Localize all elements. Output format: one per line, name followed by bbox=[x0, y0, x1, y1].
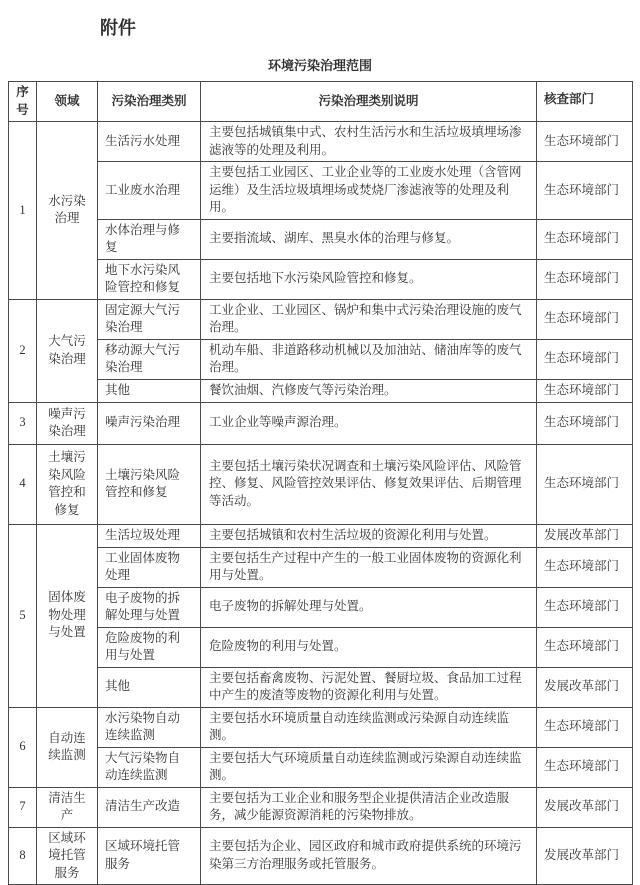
department-cell: 生态环境部门 bbox=[537, 162, 633, 220]
table-row bbox=[9, 827, 633, 885]
description-cell: 主要指流域、湖库、黑臭水体的治理与修复。 bbox=[201, 219, 537, 259]
description-cell: 电子废物的拆解处理与处置。 bbox=[201, 587, 537, 627]
category-cell: 生活垃圾处理 bbox=[98, 524, 201, 547]
description-cell: 主要包括城镇集中式、农村生活污水和生活垃圾填埋场渗滤液等的处理及利用。 bbox=[201, 122, 537, 162]
category-cell: 危险废物的利用与处置 bbox=[98, 627, 201, 667]
group-no: 7 bbox=[9, 787, 37, 827]
group-field: 水污染治理 bbox=[37, 122, 98, 300]
table-row bbox=[9, 707, 633, 747]
category-cell: 噪声污染治理 bbox=[98, 402, 201, 444]
table-row bbox=[9, 379, 633, 402]
department-cell: 发展改革部门 bbox=[537, 667, 633, 707]
group-no: 8 bbox=[9, 827, 37, 885]
group-no: 5 bbox=[9, 524, 37, 707]
department-cell: 生态环境部门 bbox=[537, 747, 633, 787]
group-field: 清洁生产 bbox=[37, 787, 98, 827]
header-category: 污染治理类别 bbox=[98, 82, 201, 122]
department-cell: 生态环境部门 bbox=[537, 627, 633, 667]
table-row bbox=[9, 547, 633, 587]
table-row bbox=[9, 524, 633, 547]
table-row bbox=[9, 627, 633, 667]
table-row bbox=[9, 259, 633, 299]
header-description: 污染治理类别说明 bbox=[201, 82, 537, 122]
table-row bbox=[9, 587, 633, 627]
table-title: 环境污染治理范围 bbox=[267, 58, 372, 73]
category-cell: 地下水污染风险管控和修复 bbox=[98, 259, 201, 299]
category-cell: 其他 bbox=[98, 667, 201, 707]
header-department: 核查部门 bbox=[537, 82, 633, 122]
department-cell: 生态环境部门 bbox=[537, 707, 633, 747]
department-cell: 生态环境部门 bbox=[537, 219, 633, 259]
description-cell: 主要包括为工业企业和服务型企业提供清洁企业改造服务，减少能源资源消耗的污染物排放。 bbox=[201, 787, 537, 827]
department-cell: 发展改革部门 bbox=[537, 787, 633, 827]
table-row bbox=[9, 219, 633, 259]
group-field: 区域环境托管服务 bbox=[37, 827, 98, 885]
table-row bbox=[9, 747, 633, 787]
attachment-label: 附件 bbox=[100, 18, 136, 38]
description-cell: 主要包括生产过程中产生的一般工业固体废物的资源化利用与处置。 bbox=[201, 547, 537, 587]
header-no: 序号 bbox=[9, 82, 37, 122]
group-no: 3 bbox=[9, 402, 37, 444]
description-cell: 主要包括城镇和农村生活垃圾的资源化利用与处置。 bbox=[201, 524, 537, 547]
header-field: 领域 bbox=[37, 82, 98, 122]
category-cell: 区域环境托管服务 bbox=[98, 827, 201, 885]
category-cell: 大气污染物自动连续监测 bbox=[98, 747, 201, 787]
table-row bbox=[9, 122, 633, 162]
department-cell: 生态环境部门 bbox=[537, 339, 633, 379]
department-cell: 生态环境部门 bbox=[537, 587, 633, 627]
category-cell: 工业废水治理 bbox=[98, 162, 201, 220]
category-cell: 移动源大气污染治理 bbox=[98, 339, 201, 379]
department-cell: 生态环境部门 bbox=[537, 259, 633, 299]
table-row bbox=[9, 444, 633, 524]
table-row bbox=[9, 787, 633, 827]
description-cell: 主要包括为企业、园区政府和城市政府提供系统的环境污染第三方治理服务或托管服务。 bbox=[201, 827, 537, 885]
department-cell: 生态环境部门 bbox=[537, 402, 633, 444]
table-row bbox=[9, 162, 633, 220]
group-field: 自动连续监测 bbox=[37, 707, 98, 787]
category-cell: 固定源大气污染治理 bbox=[98, 299, 201, 339]
table-row bbox=[9, 339, 633, 379]
group-field: 噪声污染治理 bbox=[37, 402, 98, 444]
category-cell: 水体治理与修复 bbox=[98, 219, 201, 259]
description-cell: 主要包括土壤污染状况调查和土壤污染风险评估、风险管控、修复、风险管控效果评估、修复效果评估、后期管理等活动。 bbox=[201, 444, 537, 524]
group-no: 1 bbox=[9, 122, 37, 300]
group-no: 2 bbox=[9, 299, 37, 402]
group-field: 大气污染治理 bbox=[37, 299, 98, 402]
header-row bbox=[9, 82, 633, 122]
group-no: 4 bbox=[9, 444, 37, 524]
description-cell: 主要包括水环境质量自动连续监测或污染源自动连续监测。 bbox=[201, 707, 537, 747]
category-cell: 其他 bbox=[98, 379, 201, 402]
department-cell: 发展改革部门 bbox=[537, 827, 633, 885]
category-cell: 生活污水处理 bbox=[98, 122, 201, 162]
group-field: 固体废物处理与处置 bbox=[37, 524, 98, 707]
department-cell: 生态环境部门 bbox=[537, 444, 633, 524]
description-cell: 主要包括地下水污染风险管控和修复。 bbox=[201, 259, 537, 299]
department-cell: 生态环境部门 bbox=[537, 122, 633, 162]
table-row bbox=[9, 299, 633, 339]
department-cell: 生态环境部门 bbox=[537, 379, 633, 402]
category-cell: 清洁生产改造 bbox=[98, 787, 201, 827]
category-cell: 电子废物的拆解处理与处置 bbox=[98, 587, 201, 627]
group-field: 土壤污染风险管控和修复 bbox=[37, 444, 98, 524]
category-cell: 工业固体废物处理 bbox=[98, 547, 201, 587]
department-cell: 生态环境部门 bbox=[537, 547, 633, 587]
description-cell: 机动车船、非道路移动机械以及加油站、储油库等的废气治理。 bbox=[201, 339, 537, 379]
group-no: 6 bbox=[9, 707, 37, 787]
pollution-treatment-table bbox=[8, 81, 633, 885]
description-cell: 工业企业、工业园区、锅炉和集中式污染治理设施的废气治理。 bbox=[201, 299, 537, 339]
description-cell: 危险废物的利用与处置。 bbox=[201, 627, 537, 667]
description-cell: 主要包括畜禽废物、污泥处置、餐厨垃圾、食品加工过程中产生的废渣等废物的资源化利用与处置。 bbox=[201, 667, 537, 707]
description-cell: 餐饮油烟、汽修废气等污染治理。 bbox=[201, 379, 537, 402]
table-row bbox=[9, 402, 633, 444]
department-cell: 发展改革部门 bbox=[537, 524, 633, 547]
description-cell: 主要包括大气环境质量自动连续监测或污染源自动连续监测。 bbox=[201, 747, 537, 787]
category-cell: 水污染物自动连续监测 bbox=[98, 707, 201, 747]
description-cell: 工业企业等噪声源治理。 bbox=[201, 402, 537, 444]
category-cell: 土壤污染风险管控和修复 bbox=[98, 444, 201, 524]
table-row bbox=[9, 667, 633, 707]
description-cell: 主要包括工业园区、工业企业等的工业废水处理（含管网运维）及生活垃圾填埋场或焚烧厂渗滤液等的处理及利用。 bbox=[201, 162, 537, 220]
department-cell: 生态环境部门 bbox=[537, 299, 633, 339]
